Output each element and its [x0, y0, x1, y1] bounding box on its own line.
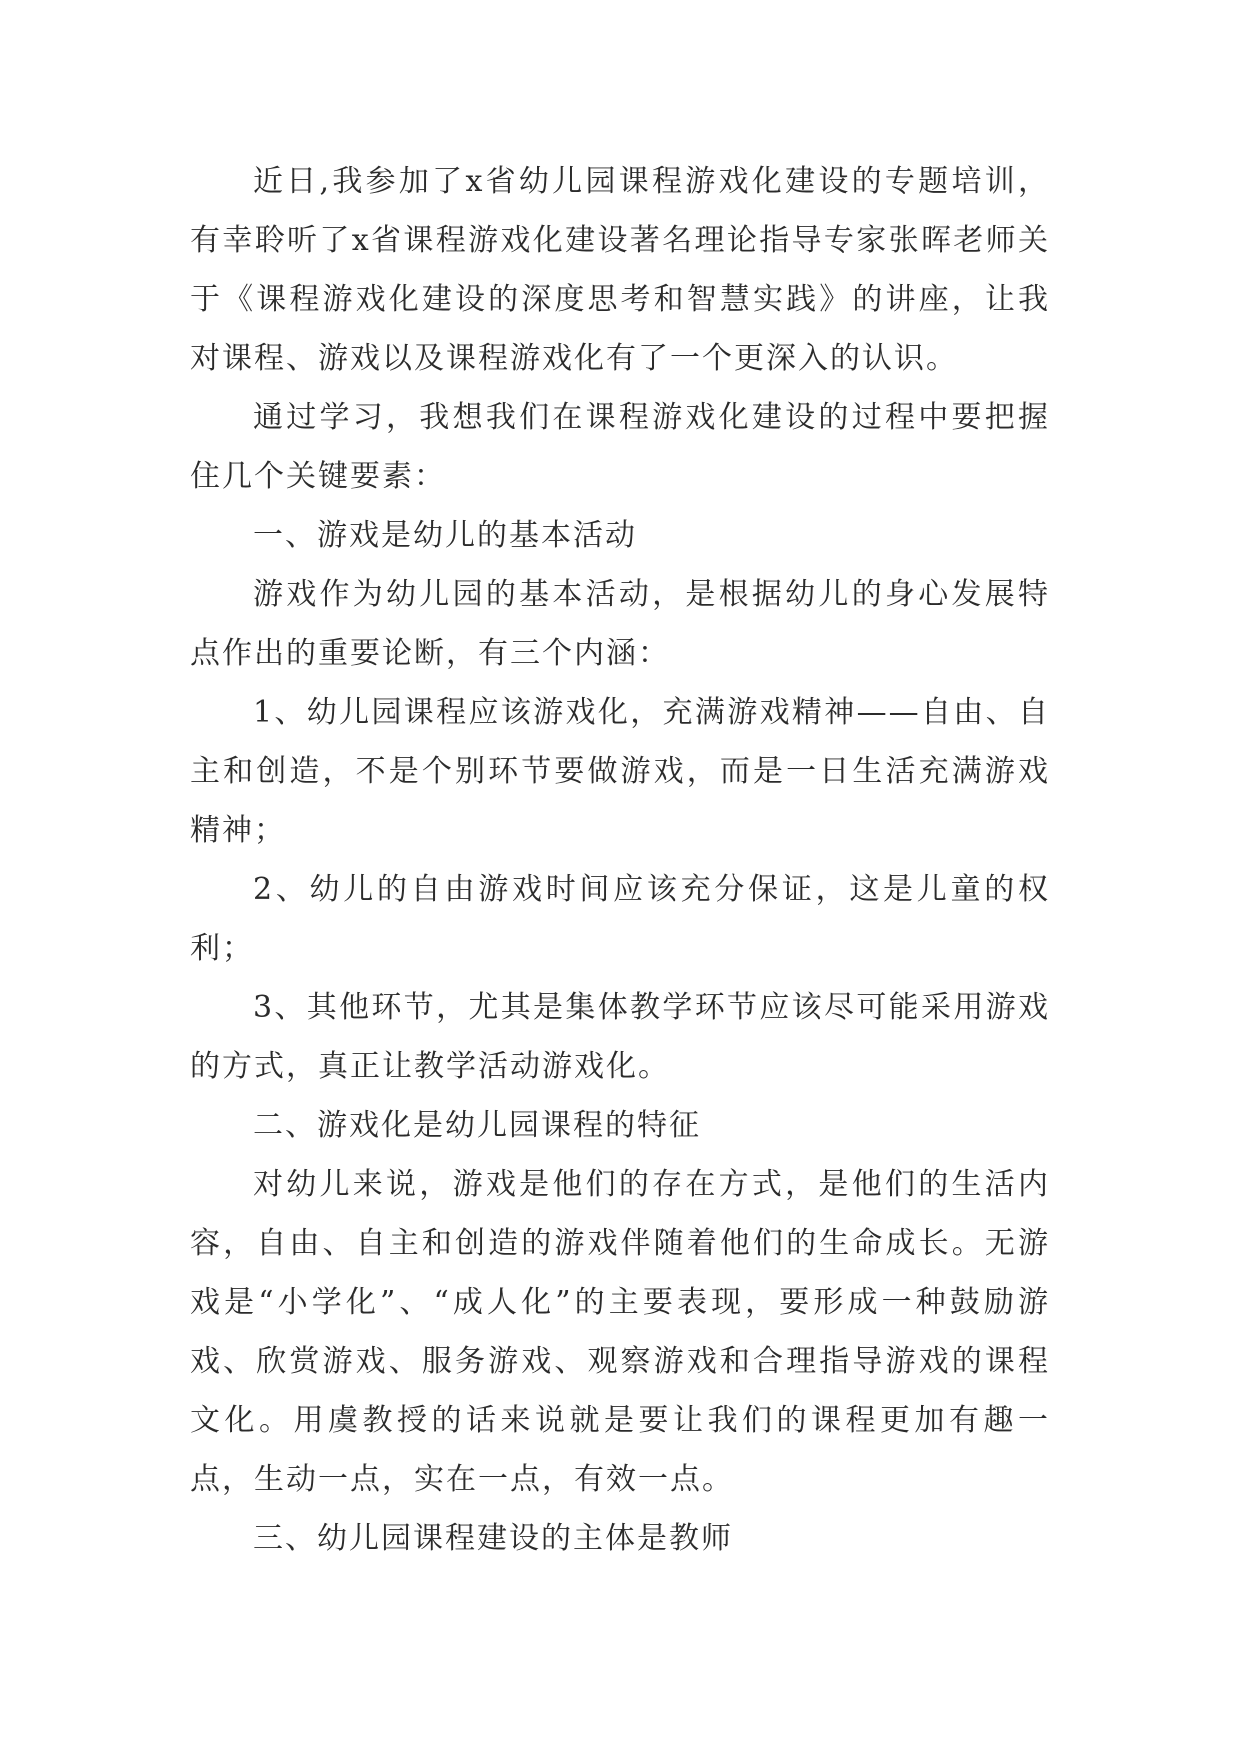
list-item-3: 3、其他环节，尤其是集体教学环节应该尽可能采用游戏的方式，真正让教学活动游戏化。: [190, 990, 1050, 1084]
section-heading-1: 一、游戏是幼儿的基本活动: [253, 518, 637, 553]
document-body: [190, 152, 1050, 1568]
list-item-2: 2、幼儿的自由游戏时间应该充分保证，这是儿童的权利；: [190, 872, 1050, 966]
paragraph-intro: 近日,我参加了x省幼儿园课程游戏化建设的专题培训，有幸聆听了x省课程游戏化建设著名理论指导专家张晖老师关于《课程游戏化建设的深度思考和智慧实践》的讲座，让我对课程、游戏以及课程游戏化有了一个更深入的认识。: [190, 164, 1050, 376]
paragraph-section-1: 游戏作为幼儿园的基本活动，是根据幼儿的身心发展特点作出的重要论断，有三个内涵：: [190, 577, 1050, 671]
paragraph-section-2: 对幼儿来说，游戏是他们的存在方式，是他们的生活内容，自由、自主和创造的游戏伴随着他们的生命成长。无游戏是“小学化”、“成人化”的主要表现，要形成一种鼓励游戏、欣赏游戏、服务游戏、观察游戏和合理指导游戏的课程文化。用虞教授的话来说就是要让我们的课程更加有趣一点，生动一点，实在一点，有效一点。: [190, 1167, 1050, 1497]
section-heading-2: 二、游戏化是幼儿园课程的特征: [253, 1108, 701, 1143]
paragraph-key-elements: 通过学习，我想我们在课程游戏化建设的过程中要把握住几个关键要素：: [190, 400, 1050, 494]
section-heading-3: 三、幼儿园课程建设的主体是教师: [253, 1521, 733, 1556]
list-item-1: 1、幼儿园课程应该游戏化，充满游戏精神——自由、自主和创造，不是个别环节要做游戏，而是一日生活充满游戏精神；: [190, 695, 1050, 848]
